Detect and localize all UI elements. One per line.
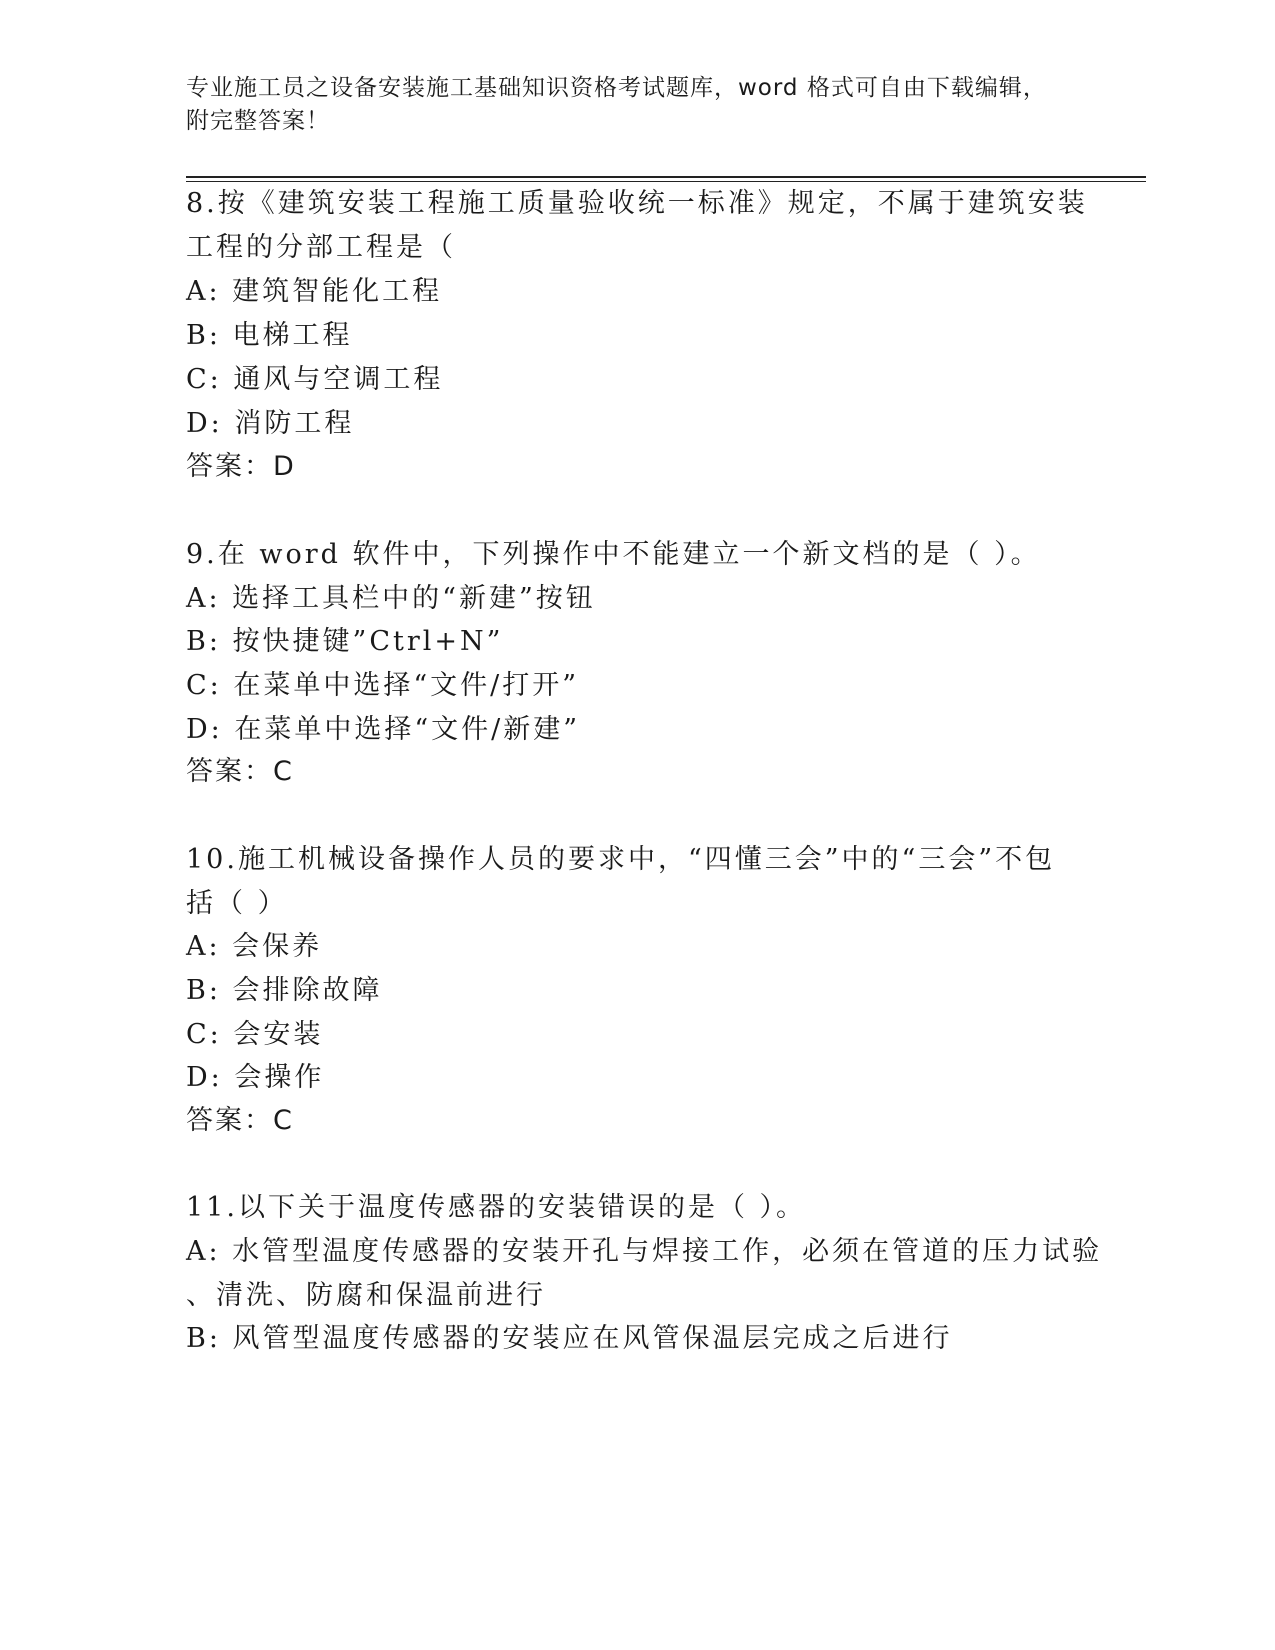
question-11-option-a-line-1: A: 水管型温度传感器的安装开孔与焊接工作，必须在管道的压力试验 — [186, 1236, 1103, 1267]
question-11-option-b: B: 风管型温度传感器的安装应在风管保温层完成之后进行 — [186, 1323, 953, 1354]
question-8-option-d: D: 消防工程 — [186, 408, 355, 439]
question-9-option-a: A: 选择工具栏中的“新建”按钮 — [186, 583, 596, 614]
question-10-option-b: B: 会排除故障 — [186, 975, 383, 1006]
document-header — [186, 72, 1066, 138]
question-8-option-b: B: 电梯工程 — [186, 320, 353, 351]
question-10-stem-line-1: 10.施工机械设备操作人员的要求中，“四懂三会”中的“三会”不包 — [186, 844, 1056, 875]
header-divider-thin — [186, 181, 1146, 182]
question-9-option-c: C: 在菜单中选择“文件/打开” — [186, 670, 580, 701]
question-10-option-a: A: 会保养 — [186, 931, 323, 962]
question-8-stem-line-2: 工程的分部工程是（ — [186, 232, 456, 263]
header-line-2: 附完整答案！ — [186, 108, 330, 134]
header-line-1: 专业施工员之设备安装施工基础知识资格考试题库，word 格式可自由下载编辑， — [186, 75, 1047, 101]
question-10-answer: 答案：C — [186, 1105, 294, 1136]
question-11-stem-line-1: 11.以下关于温度传感器的安装错误的是（ ）。 — [186, 1192, 807, 1223]
question-9-stem-line-1: 9.在 word 软件中，下列操作中不能建立一个新文档的是（ ）。 — [186, 539, 1041, 570]
question-9-answer: 答案：C — [186, 756, 294, 787]
question-8-option-a: A: 建筑智能化工程 — [186, 276, 443, 307]
question-10-option-c: C: 会安装 — [186, 1019, 324, 1050]
question-10-stem-line-2: 括（ ） — [186, 888, 288, 919]
question-8-answer: 答案：D — [186, 451, 296, 482]
question-9-option-b: B: 按快捷键”Ctrl+N” — [186, 626, 504, 657]
header-divider-thick — [186, 176, 1146, 178]
question-9-option-d: D: 在菜单中选择“文件/新建” — [186, 714, 581, 745]
question-10-option-d: D: 会操作 — [186, 1062, 325, 1093]
question-8-stem-line-1: 8.按《建筑安装工程施工质量验收统一标准》规定，不属于建筑安装 — [186, 188, 1088, 219]
question-8-option-c: C: 通风与空调工程 — [186, 364, 444, 395]
question-11-option-a-line-2: 、清洗、防腐和保温前进行 — [186, 1280, 546, 1311]
